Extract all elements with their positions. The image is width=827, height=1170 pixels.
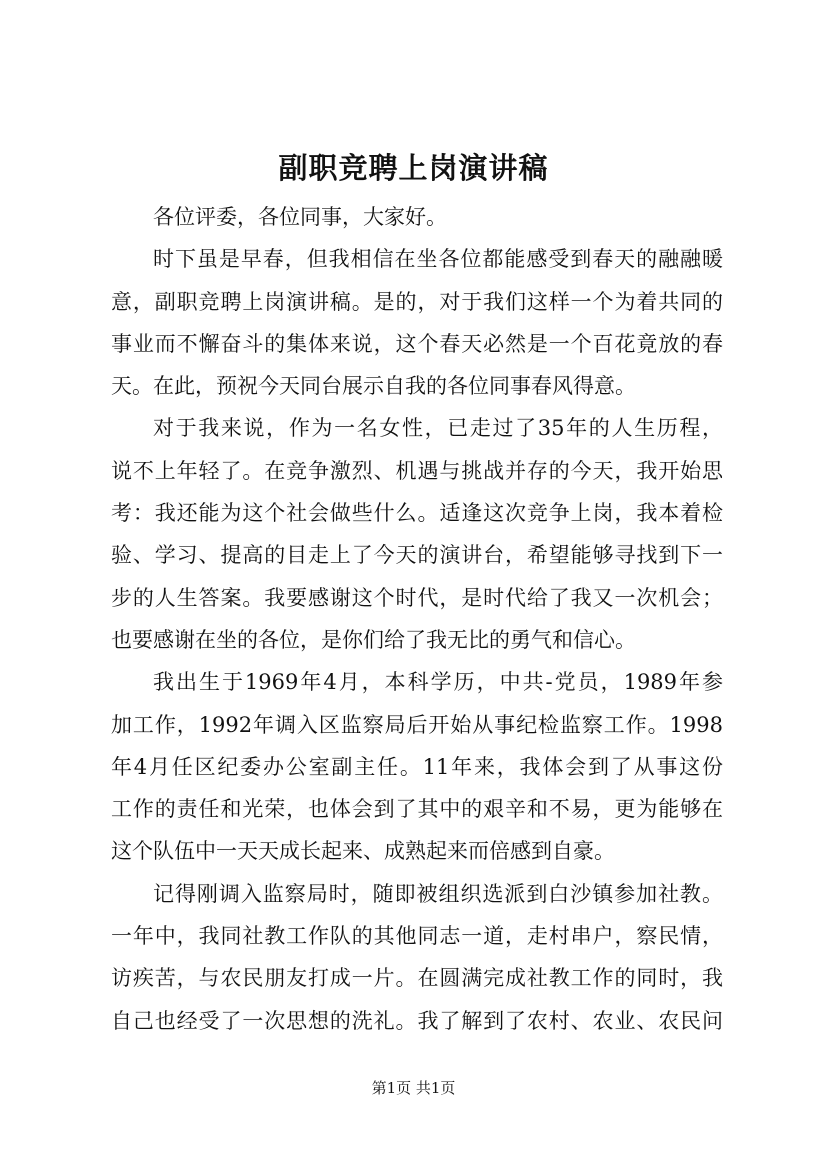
text-line: 步的人生答案。我要感谢这个时代，是时代给了我又一次机会； <box>111 585 723 610</box>
text-line: 意，副职竞聘上岗演讲稿。是的，对于我们这样一个为着共同的 <box>111 289 723 314</box>
text-line: 我出生于1969年4月，本科学历，中共-党员，1989年参 <box>153 670 723 695</box>
text-line: 加工作，1992年调入区监察局后开始从事纪检监察工作。1998 <box>111 712 723 737</box>
text-line: 工作的责任和光荣，也体会到了其中的艰辛和不易，更为能够在 <box>111 797 723 822</box>
text-line: 考：我还能为这个社会做些什么。适逢这次竞争上岗，我本着检 <box>111 501 723 526</box>
text-line: 一年中，我同社教工作队的其他同志一道，走村串户，察民情， <box>111 924 723 949</box>
document-body <box>111 196 723 1042</box>
document-title: 副职竞聘上岗演讲稿 <box>278 151 549 185</box>
text-line: 各位评委，各位同事，大家好。 <box>153 205 447 229</box>
text-line: 验、学习、提高的目走上了今天的演讲台，希望能够寻找到下一 <box>111 543 723 568</box>
page-footer: 第1页 共1页 <box>371 1079 456 1097</box>
text-line: 自己也经受了一次思想的洗礼。我了解到了农村、农业、农民问 <box>111 1008 723 1033</box>
text-line: 说不上年轻了。在竞争激烈、机遇与挑战并存的今天，我开始思 <box>111 458 723 483</box>
text-line: 年4月任区纪委办公室副主任。11年来，我体会到了从事这份 <box>111 754 723 779</box>
text-line: 也要感谢在坐的各位，是你们给了我无比的勇气和信心。 <box>111 627 636 652</box>
text-line: 记得刚调入监察局时，随即被组织选派到白沙镇参加社教。 <box>153 881 723 906</box>
text-line: 这个队伍中一天天成长起来、成熟起来而倍感到自豪。 <box>111 839 615 864</box>
text-line: 事业而不懈奋斗的集体来说，这个春天必然是一个百花竟放的春 <box>111 331 723 356</box>
text-line: 天。在此，预祝今天同台展示自我的各位同事春风得意。 <box>111 374 636 399</box>
text-line: 对于我来说，作为一名女性，已走过了35年的人生历程， <box>153 416 723 441</box>
text-line: 时下虽是早春，但我相信在坐各位都能感受到春天的融融暖 <box>153 247 723 272</box>
text-line: 访疾苦，与农民朋友打成一片。在圆满完成社教工作的同时，我 <box>111 966 723 991</box>
